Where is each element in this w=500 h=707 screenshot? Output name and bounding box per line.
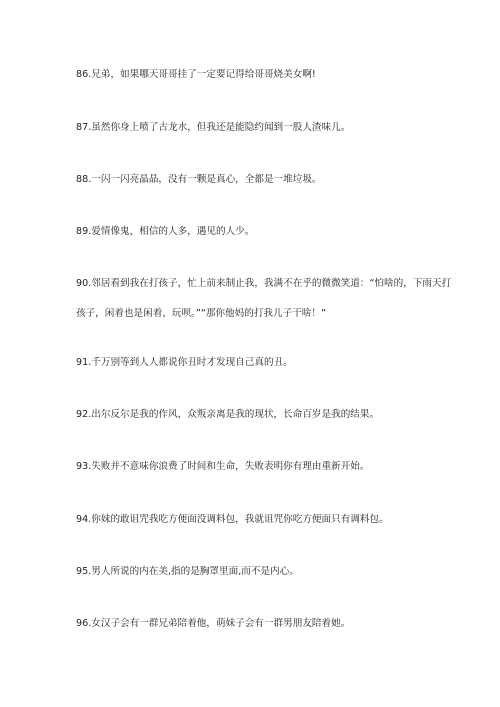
list-item: [76, 513, 436, 527]
entry-text: 86.兄弟，如果哪天哥哥挂了一定要记得给哥哥烧美女啊!: [76, 69, 316, 80]
list-item: [76, 617, 436, 631]
list-item: [76, 277, 452, 321]
entry-text: 89.爱情像鬼，相信的人多，遇见的人少。: [76, 226, 255, 237]
entry-text: 91.千万别等到人人都说你丑时才发现自己真的丑。: [76, 357, 293, 368]
entry-text-line-1: 90.邻居看到我在打孩子，忙上前来制止我，我满不在乎的微微笑道：“怕啥的，下雨天打: [76, 278, 452, 289]
list-item: [76, 356, 436, 370]
list-item: [76, 68, 436, 82]
list-item: [76, 565, 436, 579]
entry-text-line-2: 孩子，闲着也是闲着，玩呗。”“那你他妈的打我儿子干啥！”: [76, 308, 326, 319]
list-item: [76, 173, 436, 187]
entry-text: 93.失败并不意味你浪费了时间和生命，失败表明你有理由重新开始。: [76, 461, 370, 472]
list-item: [76, 408, 436, 422]
list-item: [76, 225, 436, 239]
entry-text: 88.一闪一闪亮晶晶，没有一颗是真心，全都是一堆垃圾。: [76, 174, 322, 185]
entry-text: 87.虽然你身上喷了古龙水，但我还是能隐约闻到一股人渣味儿。: [76, 122, 351, 133]
entry-text: 95.男人所说的内在美,指的是胸罩里面,而不是内心。: [76, 566, 299, 577]
list-item: [76, 460, 436, 474]
entry-text: 94.你妹的敢诅咒我吃方便面没调料包，我就诅咒你吃方便面只有调料包。: [76, 514, 389, 525]
list-item: [76, 121, 436, 135]
entry-text: 92.出尔反尔是我的作风，众叛亲离是我的现状，长命百岁是我的结果。: [76, 409, 380, 420]
entry-text: 96.女汉子会有一群兄弟陪着他，萌妹子会有一群男朋友陪着她。: [76, 618, 351, 629]
